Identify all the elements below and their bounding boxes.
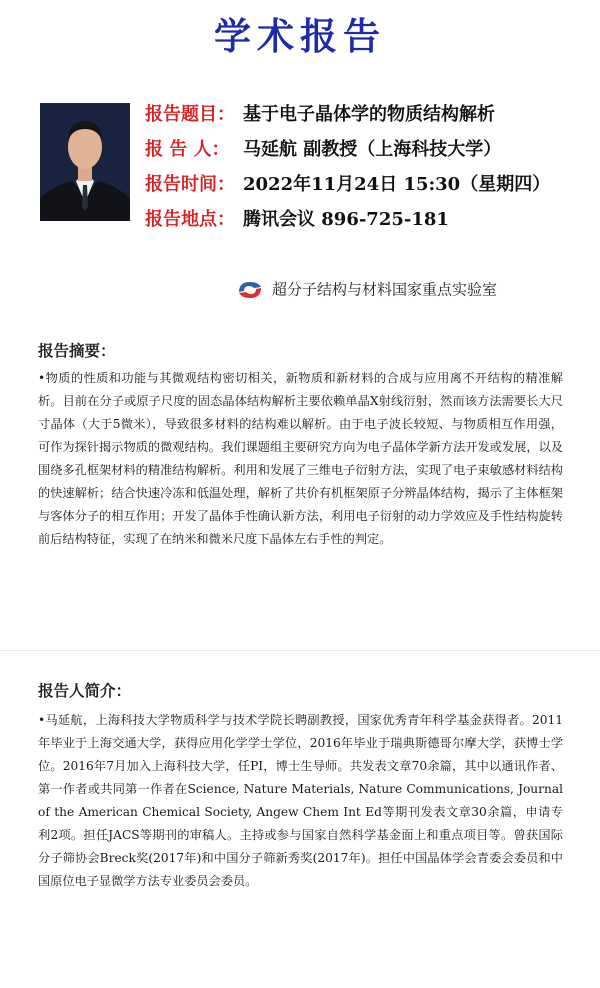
info-row-title bbox=[145, 97, 590, 132]
page-title: 学术报告 bbox=[214, 15, 386, 58]
speaker-photo bbox=[40, 103, 130, 221]
lab-affiliation bbox=[236, 276, 497, 302]
info-label: 报告地点： bbox=[145, 209, 235, 230]
info-value: 基于电子晶体学的物质结构解析 bbox=[243, 104, 495, 125]
abstract-text: •物质的性质和功能与其微观结构密切相关，新物质和新材料的合成与应用离不开结构的精准解析。目前在分子或原子尺度的固态晶体结构解析主要依赖单晶X射线衍射，然而该方法需要长大尺寸晶体（大于5微米），导致很多材料的结构难以解析。由于电子波长较短、与物质相互作用强，可作为探针揭示物质的微观结构。我们课题组主要研究方向为电子晶体学新方法开发或发展，以及围绕多孔框架材料的精准结构解析。利用和发展了三维电子衍射方法，实现了电子束敏感材料结构的快速解析；结合快速冷冻和低温处理，解析了共价有机框架原子分辨晶体结构，揭示了主体框架与客体分子的相互作用；开发了晶体手性确认新方法，利用电子衍射的动力学效应及手性结构旋转前后结构特征，实现了在纳米和微米尺度下晶体左右手性的判定。 bbox=[38, 371, 563, 546]
info-value: 2022年11月24日 15:30（星期四） bbox=[243, 174, 551, 195]
speaker-info bbox=[145, 97, 590, 237]
bio-section bbox=[0, 650, 600, 988]
info-value: 腾讯会议 896-725-181 bbox=[243, 209, 449, 230]
info-label: 报告时间： bbox=[145, 174, 235, 195]
info-row-time bbox=[145, 167, 590, 202]
bio-heading: 报告人简介： bbox=[38, 681, 132, 700]
info-label: 报 告 人： bbox=[145, 139, 230, 160]
abstract-heading: 报告摘要： bbox=[38, 341, 116, 360]
abstract-section bbox=[0, 324, 600, 638]
info-row-speaker bbox=[145, 132, 590, 167]
lab-logo-icon bbox=[236, 279, 264, 301]
info-row-location bbox=[145, 202, 590, 237]
info-value: 马延航 副教授（上海科技大学） bbox=[243, 139, 502, 160]
info-label: 报告题目： bbox=[145, 104, 235, 125]
lab-name: 超分子结构与材料国家重点实验室 bbox=[272, 280, 498, 299]
bio-text: •马延航，上海科技大学物质科学与技术学院长聘副教授，国家优秀青年科学基金获得者。2011年毕业于上海交通大学，获得应用化学学士学位，2016年毕业于瑞典斯德哥尔摩大学，获博士学位。2016年7月加入上海科技大学，任PI，博士生导师。共发表文章70余篇，其中以通讯作者、第一作者或共同第一作者在Science, Nature Materials, Nature Communications, Journal of the American Chemical Society, Angew Chem Int Ed等期刊发表文章30余篇，申请专利2项。担任JACS等期刊的审稿人。主持或参与国家自然科学基金面上和重点项目等。曾获国际分子筛协会Breck奖(2017年)和中国分子筛新秀奖(2017年)。担任中国晶体学会青委会委员和中国原位电子显微学方法专业委员会委员。 bbox=[38, 713, 563, 888]
